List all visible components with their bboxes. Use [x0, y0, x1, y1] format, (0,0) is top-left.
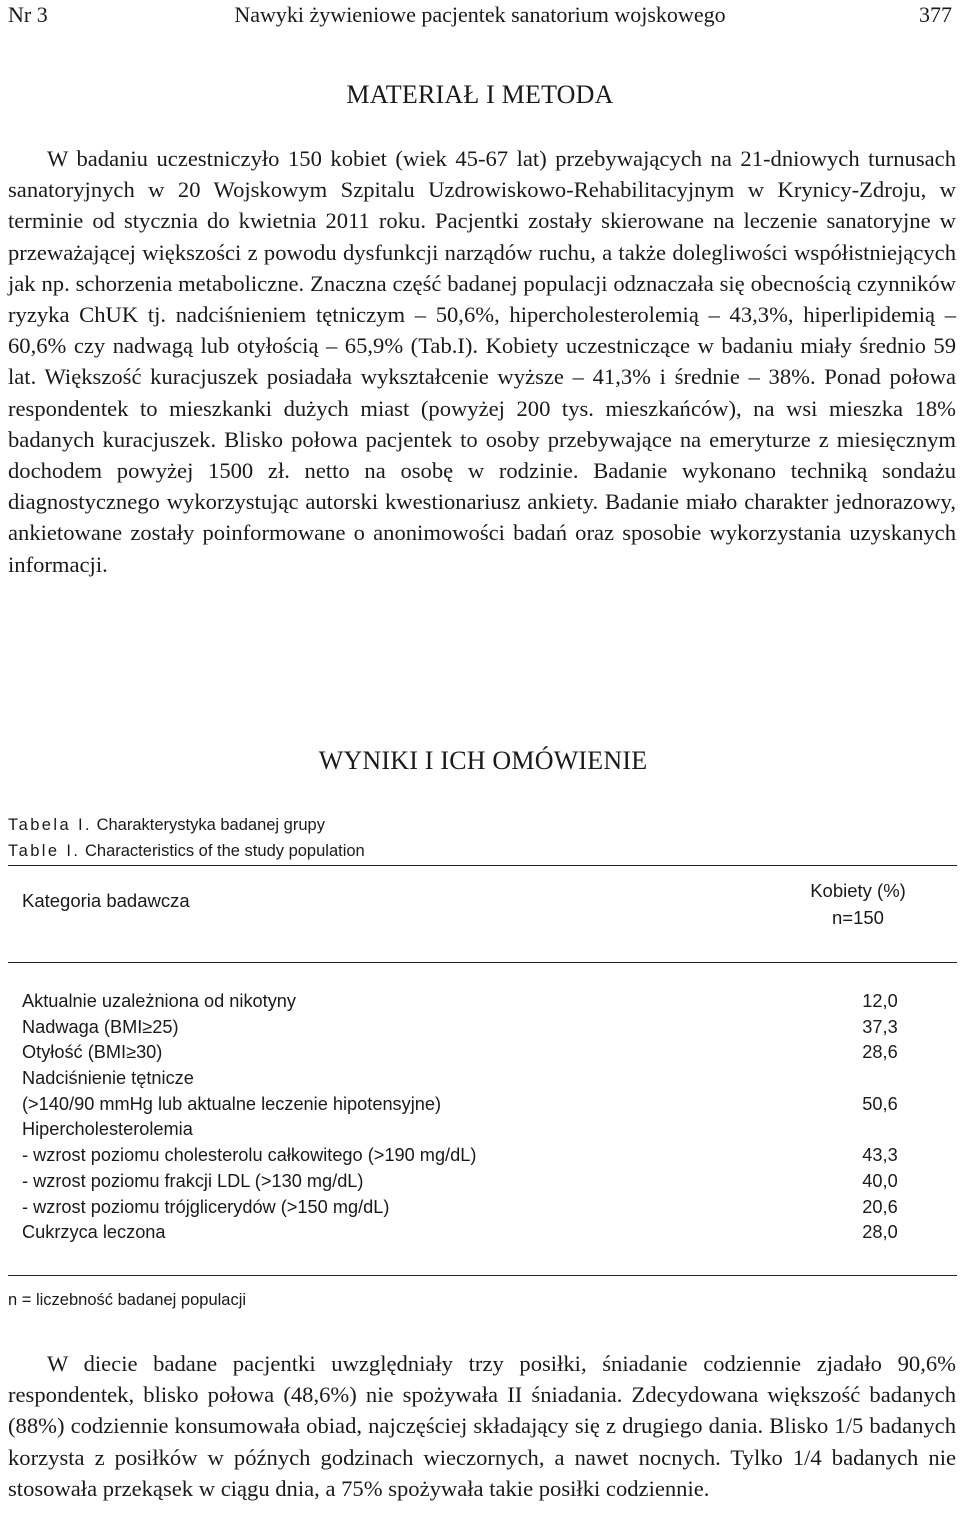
results-paragraph: W diecie badane pacjentki uwzględniały trzy posiłki, śniadanie codziennie zjadało 90,6% respondentek, blisko połowa (48,6%) nie spożywała II śniadania. Zdecydowana większość badanych (88%) codziennie konsumowała obiad, najczęściej składający się z drugiego dania. Blisko 1/5 badanych korzysta z posiłków w późnych godzinach wieczornych, a nawet nocnych. Tylko 1/4 badanych nie stosowała przekąsek w ciągu dnia, a 75% spożywała takie posiłki codziennie. [8, 1351, 956, 1501]
table-row [22, 1066, 942, 1092]
table-top-rule [8, 865, 957, 866]
table-row-value: 20,6 [862, 1196, 898, 1217]
table-row-label: - wzrost poziomu trójglicerydów (>150 mg/dL) [22, 1196, 390, 1217]
table-caption-pl-text: Charakterystyka badanej grupy [91, 816, 325, 834]
table-row [22, 1195, 942, 1221]
table-header-category: Kategoria badawcza [22, 890, 190, 911]
table-footnote: n = liczebność badanej populacji [8, 1291, 247, 1309]
table-row [22, 1092, 942, 1118]
table-header-women [768, 877, 948, 931]
table-header-rule [8, 962, 957, 963]
table-row-label: Hipercholesterolemia [22, 1119, 193, 1140]
table-row-value: 28,6 [862, 1042, 898, 1063]
running-title: Nawyki żywieniowe pacjentek sanatorium wojskowego [234, 2, 726, 27]
table-row-value: 50,6 [862, 1093, 898, 1114]
running-header [8, 2, 952, 32]
table-row-label: (>140/90 mmHg lub aktualne leczenie hipotensyjne) [22, 1093, 442, 1114]
section-heading-methods: MATERIAŁ I METODA [346, 80, 614, 109]
table-row-label: Aktualnie uzależniona od nikotyny [22, 991, 297, 1011]
table-row-label: - wzrost poziomu frakcji LDL (>130 mg/dL) [22, 1170, 364, 1191]
table-caption-en [8, 838, 365, 864]
page-number: 377 [919, 2, 952, 27]
table-row-label: Otyłość (BMI≥30) [22, 1042, 163, 1063]
table-caption-pl-label: Tabela I. [8, 816, 92, 834]
table-row-label: Nadwaga (BMI≥25) [22, 1016, 179, 1037]
table-row [22, 1169, 942, 1195]
issue-number: Nr 3 [8, 2, 48, 27]
table-caption-en-label: Table I. [8, 842, 81, 860]
table-row-value: 12,0 [862, 991, 898, 1011]
table-caption-pl [8, 812, 325, 838]
section-heading-results: WYNIKI I ICH OMÓWIENIE [318, 746, 648, 775]
table-row [22, 1015, 942, 1041]
table-header-women-line2: n=150 [832, 907, 884, 928]
table-bottom-rule [8, 1275, 957, 1276]
table-row [22, 1220, 942, 1246]
table-row-label: Nadciśnienie tętnicze [22, 1068, 194, 1089]
table-row-label: Cukrzyca leczona [22, 1222, 166, 1243]
table-row-value: 40,0 [862, 1170, 898, 1191]
methods-paragraph: W badaniu uczestniczyło 150 kobiet (wiek 45-67 lat) przebywających na 21-dniowych turnusach sanatoryjnych w 20 Wojskowym Szpitalu Uzdrowiskowo-Rehabilitacyjnym w Krynicy-Zdroju, w terminie od stycznia do kwietnia 2011 roku. Pacjentki zostały skierowane na leczenie sanatoryjne w przeważającej większości z powodu dysfunkcji narządów ruchu, a także dolegliwości współistniejących jak np. schorzenia metaboliczne. Znaczna część badanej populacji odznaczała się obecnością czynników ryzyka ChUK tj. nadciśnieniem tętniczym – 50,6%, hipercholesterolemią – 43,3%, hiperlipidemią – 60,6% czy nadwagą lub otyłością – 65,9% (Tab.I). Kobiety uczestniczące w badaniu miały średnio 59 lat. Większość kuracjuszek posiadała wykształcenie wyższe – 41,3% i średnie – 38%. Ponad połowa respondentek to mieszkanki dużych miast (powyżej 200 tys. mieszkańców), na wsi mieszka 18% badanych kuracjuszek. Blisko połowa pacjentek to osoby przebywające na emeryturze z miesięcznym dochodem powyżej 1500 zł. netto na osobę w rodzinie. Badanie wykonano techniką sondażu diagnostycznego wykorzystując autorski kwestionariusz ankiety. Badanie miało charakter jednorazowy, ankietowane zostały poinformowane o anonimowości badań oraz sposobie wykorzystania uzyskanych informacji. [8, 146, 956, 577]
table-header-women-line1: Kobiety (%) [810, 880, 906, 901]
table-row-value: 43,3 [862, 1145, 898, 1166]
table-row-value: 28,0 [862, 1222, 898, 1243]
table-row-label: - wzrost poziomu cholesterolu całkowitego (>190 mg/dL) [22, 1145, 477, 1166]
table-row-value: 37,3 [862, 1016, 898, 1037]
table-row [22, 1117, 942, 1143]
table-row [22, 989, 942, 1015]
table-row [22, 1040, 942, 1066]
table-body [22, 989, 942, 1246]
table-caption-en-text: Characteristics of the study population [80, 842, 365, 860]
table-row [22, 1143, 942, 1169]
